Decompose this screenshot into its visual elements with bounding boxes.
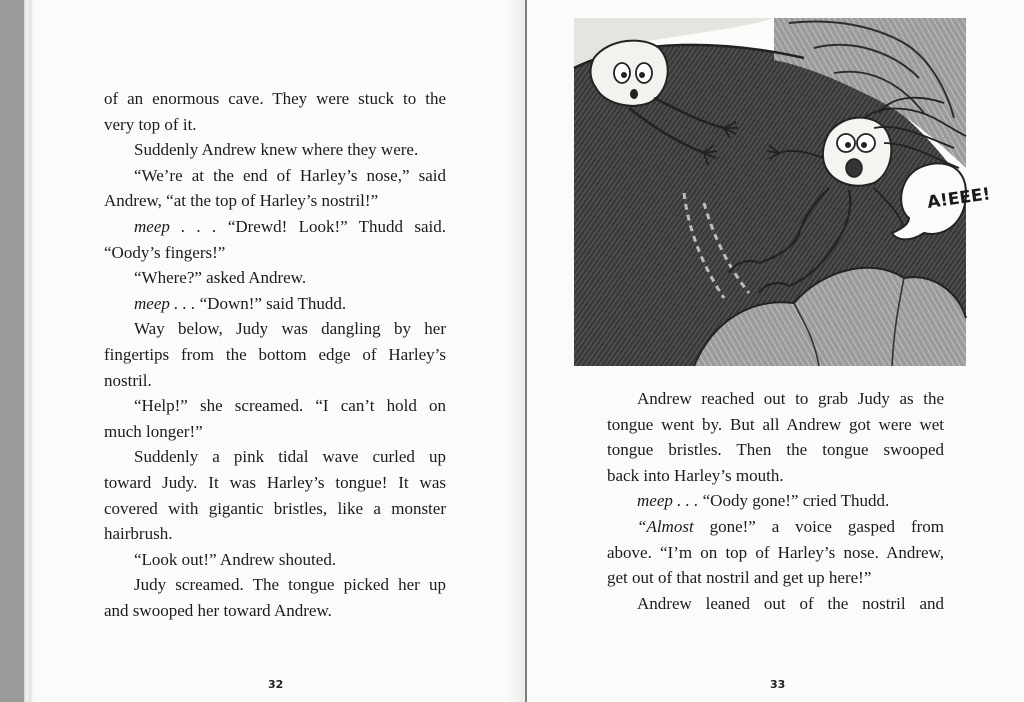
line-text: toward Judy. It was Harley’s tongue! It was	[104, 472, 446, 492]
text-line	[104, 112, 446, 138]
line-text: get out of that nostril and get up here!”	[607, 568, 872, 588]
line-text: tongue bristles. Then the tongue swooped	[607, 440, 944, 460]
text-line	[104, 598, 446, 624]
line-text: Judy screamed. The tongue picked her up	[134, 575, 446, 595]
text-line	[607, 514, 944, 540]
line-text: hairbrush.	[104, 524, 173, 544]
text-line	[104, 521, 446, 547]
text-line	[104, 240, 446, 266]
text-line	[104, 470, 446, 496]
page-edge	[24, 0, 38, 702]
illustration	[574, 18, 992, 366]
line-text: very top of it.	[104, 114, 197, 134]
text-line	[607, 488, 944, 514]
text-line	[104, 214, 446, 240]
left-page	[24, 0, 526, 702]
line-text: above. “I’m on top of Harley’s nose. Andrew,	[607, 542, 944, 562]
italic-text: “Almost	[637, 516, 694, 536]
text-line	[104, 163, 446, 189]
line-text: “Oody’s fingers!”	[104, 242, 226, 262]
line-text: “Oody gone!” cried Thudd.	[698, 491, 890, 511]
text-line	[104, 572, 446, 598]
left-page-text	[104, 86, 446, 623]
text-line	[104, 137, 446, 163]
text-line	[607, 386, 944, 412]
text-line	[104, 86, 446, 112]
line-text: “Down!” said Thudd.	[195, 293, 347, 313]
line-text: covered with gigantic bristles, like a monster	[104, 498, 446, 518]
text-line	[607, 463, 944, 489]
line-text: “Help!” she screamed. “I can’t hold on	[134, 396, 446, 416]
text-line	[607, 412, 944, 438]
line-text: Way below, Judy was dangling by her	[134, 319, 446, 339]
text-line	[104, 547, 446, 573]
line-text: “Where?” asked Andrew.	[134, 268, 307, 288]
text-line	[607, 540, 944, 566]
line-text: much longer!”	[104, 421, 203, 441]
text-line	[104, 393, 446, 419]
line-text: “Look out!” Andrew shouted.	[134, 549, 337, 569]
line-text: fingertips from the bottom edge of Harley’s	[104, 344, 446, 364]
text-line	[104, 291, 446, 317]
line-text: of an enormous cave. They were stuck to the	[104, 89, 446, 108]
italic-text: meep . . .	[134, 216, 217, 236]
line-text: Suddenly Andrew knew where they were.	[134, 140, 419, 160]
text-line	[104, 444, 446, 470]
line-text: “We’re at the end of Harley’s nose,” said	[134, 165, 446, 185]
text-line	[104, 368, 446, 394]
line-text: nostril.	[104, 370, 152, 390]
book-gutter	[525, 0, 527, 702]
line-text: back into Harley’s mouth.	[607, 465, 784, 485]
gutter-shadow	[505, 0, 525, 702]
italic-text: meep . . .	[134, 293, 196, 313]
italic-text: meep . . .	[637, 491, 699, 511]
line-text: and swooped her toward Andrew.	[104, 600, 332, 620]
line-text: gone!” a voice gasped from	[693, 516, 944, 536]
text-line	[104, 265, 446, 291]
text-line	[104, 316, 446, 342]
line-text: “Drewd! Look!” Thudd said.	[216, 216, 446, 236]
text-line	[104, 419, 446, 445]
line-text: Suddenly a pink tidal wave curled up	[134, 447, 446, 467]
text-line	[607, 591, 944, 617]
right-page	[526, 0, 1024, 702]
line-text: tongue went by. But all Andrew got were wet	[607, 414, 944, 434]
text-line	[104, 342, 446, 368]
right-page-text	[607, 386, 944, 616]
line-text: Andrew reached out to grab Judy as the	[637, 389, 944, 408]
text-line	[104, 188, 446, 214]
text-line	[607, 565, 944, 591]
line-text: Andrew leaned out of the nostril and	[637, 593, 944, 613]
text-line	[104, 496, 446, 522]
line-text: Andrew, “at the top of Harley’s nostril!”	[104, 191, 379, 211]
text-line	[607, 437, 944, 463]
page-number-left: 32	[268, 678, 284, 691]
page-number-right: 33	[770, 678, 786, 691]
illustration-caption: A!EEE!	[925, 184, 992, 213]
